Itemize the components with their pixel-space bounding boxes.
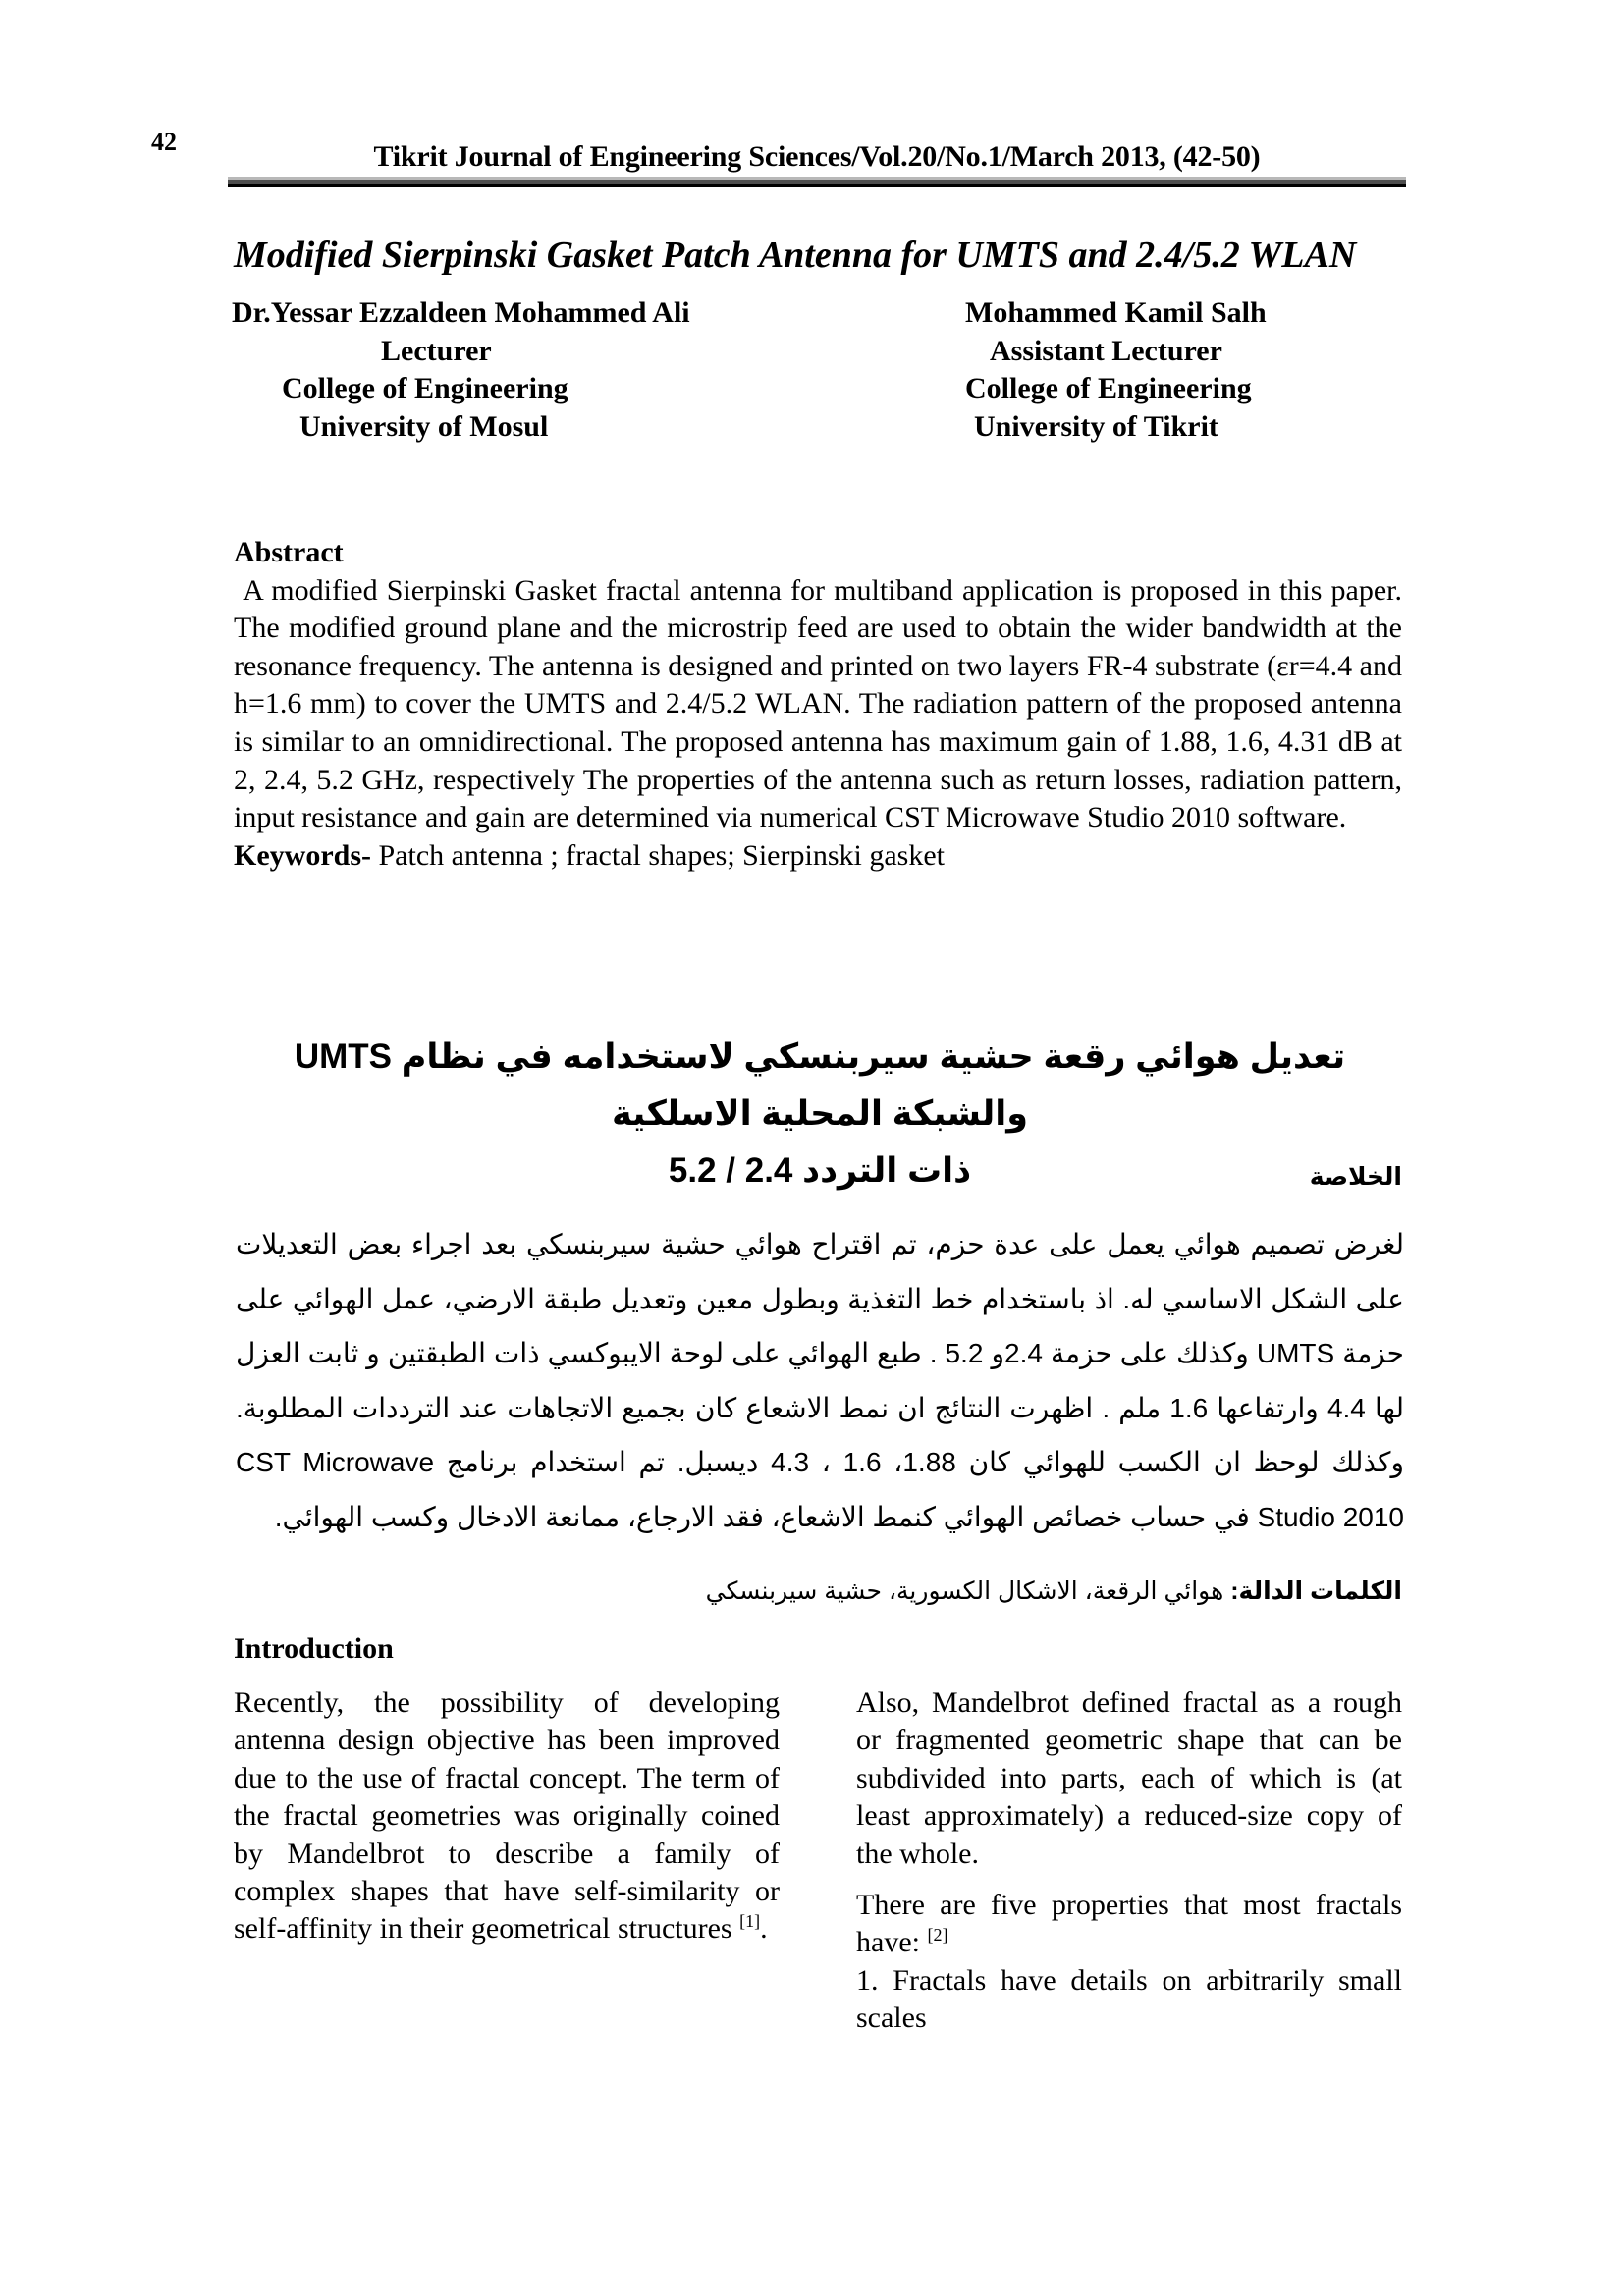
intro-paragraph-3-text: There are five properties that most fractals have: bbox=[856, 1889, 1402, 1959]
header-rule-dark bbox=[228, 184, 1406, 187]
keywords-text: Patch antenna ; fractal shapes; Sierpinski gasket bbox=[370, 838, 945, 872]
author-name: Dr.Yessar Ezzaldeen Mohammed Ali bbox=[232, 296, 690, 329]
author-university: University of Tikrit bbox=[974, 409, 1218, 443]
abstract-text: A modified Sierpinski Gasket fractal antenna for multiband application is proposed in this paper. The modified ground plane and the microstrip feed are used to obtain the wider bandwidth at the resonance frequency. The antenna is designed and printed on two layers FR-4 substrate (εr=4.4 and h=1.6 mm) to cover the UMTS and 2.4/5.2 WLAN. The radiation pattern of the proposed antenna is similar to an omnidirectional. The proposed antenna has maximum gain of 1.88, 1.6, 4.31 dB at 2, 2.4, 5.2 GHz, respectively The properties of the antenna such as return losses, radiation pattern, input resistance and gain are determined via numerical CST Microwave Studio 2010 software. bbox=[234, 573, 1403, 834]
column-left bbox=[234, 1684, 780, 1949]
author-university: University of Mosul bbox=[299, 409, 549, 443]
arabic-abstract-body: لغرض تصميم هوائي يعمل على عدة حزم، تم اقتراح هوائي حشية سيربنسكي بعد اجراء بعض التعديلات على الشكل الاساسي له. اذ باستخدام خط التغذية وبطول معين وتعديل طبقة الارضي، عمل الهوائي على حزمة UMTS وكذلك على حزمة 2.4و 5.2 . طبع الهوائي على لوحة الايبوكسي ذات الطبقتين و ثابت العزل لها 4.4 وارتفاعها 1.6 ملم . اظهرت النتائج ان نمط الاشعاع كان بجميع الاتجاهات عند الترددات المطلوبة. وكذلك لوحظ ان الكسب للهوائي كان 1.88، 1.6 ، 4.3 ديسبل. تم استخدام برنامج CST Microwave Studio 2010 في حساب خصائص الهوائي كنمط الاشعاع، فقد الارجاع، ممانعة الادخال وكسب الهوائي. bbox=[236, 1229, 1405, 1532]
arabic-title bbox=[236, 1029, 1404, 1200]
fractal-property-1: 1. Fractals have details on arbitrarily small scales bbox=[856, 1963, 1402, 2035]
arabic-title-line-1: تعديل هوائي رقعة حشية سيربنسكي لاستخدامه في نظام UMTS والشبكة المحلية الاسلكية bbox=[294, 1038, 1346, 1133]
keywords-label: Keywords- bbox=[234, 838, 371, 872]
header-rule bbox=[228, 177, 1406, 187]
intro-paragraph-2: Also, Mandelbrot defined fractal as a rough or fragmented geometric shape that can be subdivided into parts, each of which is (at least approximately) a reduced-size copy of the whole. bbox=[856, 1686, 1402, 1870]
intro-paragraph-1-end: . bbox=[760, 1912, 768, 1946]
arabic-keywords-text: هوائي الرقعة، الاشكال الكسورية، حشية سيربنسكي bbox=[705, 1577, 1231, 1605]
journal-header: Tikrit Journal of Engineering Sciences/Vol.20/No.1/March 2013, (42-50) bbox=[373, 140, 1261, 173]
arabic-keywords-label: الكلمات الدالة: bbox=[1230, 1577, 1402, 1605]
author-college: College of Engineering bbox=[965, 372, 1252, 404]
intro-paragraph-1-text: Recently, the possibility of developing antenna design objective has been improved due to the use of fractal concept. The term of the fractal geometries was originally coined by Mandelbrot to describe a family of complex shapes that have self-similarity or self-affinity in their geometrical structures bbox=[234, 1686, 780, 1946]
author-position: Assistant Lecturer bbox=[990, 334, 1222, 367]
citation-2[interactable]: [2] bbox=[927, 1925, 948, 1946]
abstract-body bbox=[234, 572, 1402, 837]
abstract-heading: Abstract bbox=[234, 536, 344, 568]
intro-paragraph-3 bbox=[856, 1887, 1402, 1962]
author-name: Mohammed Kamil Salh bbox=[965, 296, 1267, 329]
citation-1[interactable]: [1] bbox=[739, 1911, 761, 1932]
arabic-title-line-2: ذات التردد 2.4 / 5.2 bbox=[668, 1151, 972, 1190]
arabic-summary-heading: الخلاصة bbox=[1309, 1163, 1402, 1191]
abstract-section bbox=[234, 534, 1402, 875]
page-number: 42 bbox=[151, 128, 177, 156]
author-position: Lecturer bbox=[381, 334, 492, 367]
author-college: College of Engineering bbox=[282, 372, 568, 404]
keywords bbox=[234, 837, 1402, 876]
arabic-keywords bbox=[706, 1576, 1402, 1606]
introduction-heading: Introduction bbox=[234, 1632, 394, 1665]
intro-paragraph-1 bbox=[234, 1684, 780, 1949]
paper-title: Modified Sierpinski Gasket Patch Antenna for UMTS and 2.4/5.2 WLAN bbox=[234, 235, 1357, 276]
column-right bbox=[856, 1684, 1402, 2038]
author-block-1 bbox=[232, 294, 690, 446]
author-block-2 bbox=[965, 294, 1267, 446]
